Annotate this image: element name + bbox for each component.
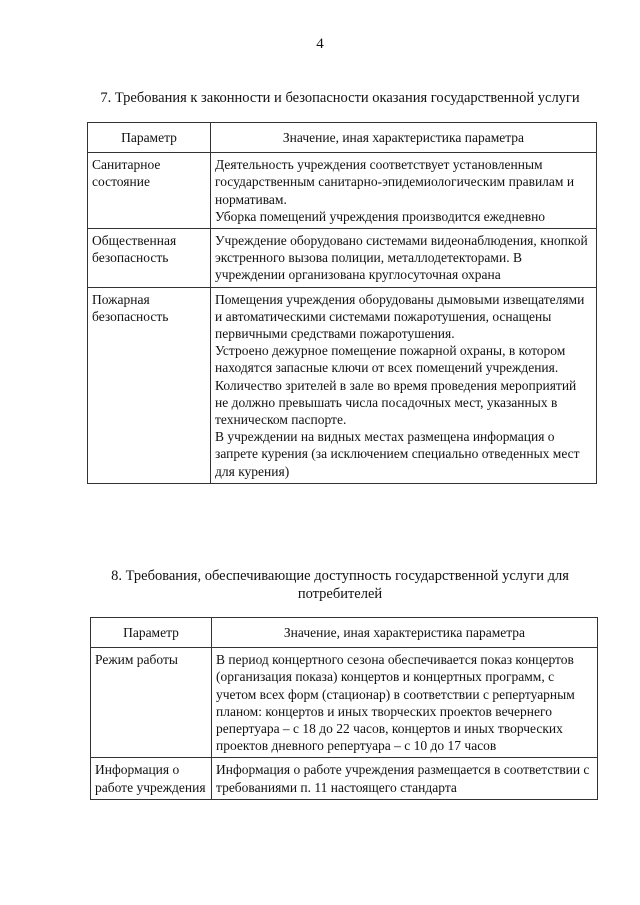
value-line: В период концертного сезона обеспечивается показ концертов (организация показа) концертов и концертных программ, с учетом всех форм (стационар) в соответствии с репертуарным планом: концертов и иных творческих проектов вечернего репертуара – с 18 до 22 часов, концертов и иных творческих проектов дневного репертуара – с 10 до 17 часов <box>216 652 575 754</box>
table-row <box>91 758 598 799</box>
header-param: Параметр <box>91 618 212 648</box>
table-row <box>88 153 597 229</box>
param-text: Общественная безопасность <box>92 233 177 266</box>
value-line: Устроено дежурное помещение пожарной охраны, в котором находятся запасные ключи от всех помещений учреждения. <box>215 343 566 376</box>
param-text: Информация о работе учреждения <box>95 762 206 795</box>
header-value: Значение, иная характеристика параметра <box>211 123 597 153</box>
row-param-fire-safety <box>88 287 211 483</box>
row-param-sanitary <box>88 153 211 229</box>
row-value-sanitary <box>211 153 597 229</box>
value-line: Деятельность учреждения соответствует установленным государственным санитарно-эпидемиологическим правилам и нормативам. <box>215 157 575 207</box>
param-text: Режим работы <box>95 652 178 668</box>
table-row <box>88 287 597 483</box>
section-8-title: 8. Требования, обеспечивающие доступность государственной услуги для потребителей <box>111 568 569 602</box>
header-param: Параметр <box>88 123 211 153</box>
page-number: 4 <box>316 36 324 52</box>
row-value-public-safety <box>211 229 597 288</box>
requirements-table-7 <box>87 122 597 484</box>
requirements-table-8 <box>90 617 598 800</box>
row-value-fire-safety <box>211 287 597 483</box>
value-line: Помещения учреждения оборудованы дымовыми извещателями и автоматическими системами пожаротушения, оснащены первичными средствами пожаротушения. <box>215 291 585 342</box>
header-value: Значение, иная характеристика параметра <box>212 618 598 648</box>
row-param-work-schedule <box>91 648 212 758</box>
row-param-public-safety <box>88 229 211 288</box>
value-line: Уборка помещений учреждения производится ежедневно <box>215 208 546 224</box>
param-text: Санитарное состояние <box>92 157 161 190</box>
section-7-title: 7. Требования к законности и безопасности оказания государственной услуги <box>100 90 580 106</box>
table-header-row <box>88 123 597 153</box>
param-text: Пожарная безопасность <box>92 291 169 324</box>
value-line: Количество зрителей в зале во время проведения мероприятий не должно превышать числа посадочных мест, указанных в техническом паспорте. <box>215 377 577 428</box>
value-line: В учреждении на видных местах размещена информация о запрете курения (за исключением специально отведенных мест для курения) <box>215 429 580 479</box>
row-param-work-info <box>91 758 212 799</box>
row-value-work-schedule <box>212 648 598 758</box>
table-row <box>88 229 597 288</box>
table-row <box>91 648 598 758</box>
value-line: Информация о работе учреждения размещается в соответствии с требованиями п. 11 настоящего стандарта <box>216 762 590 795</box>
row-value-work-info <box>212 758 598 799</box>
table-header-row <box>91 618 598 648</box>
value-line: Учреждение оборудовано системами видеонаблюдения, кнопкой экстренного вызова полиции, металлодетекторами. В учреждении организована круглосуточная охрана <box>215 233 588 283</box>
